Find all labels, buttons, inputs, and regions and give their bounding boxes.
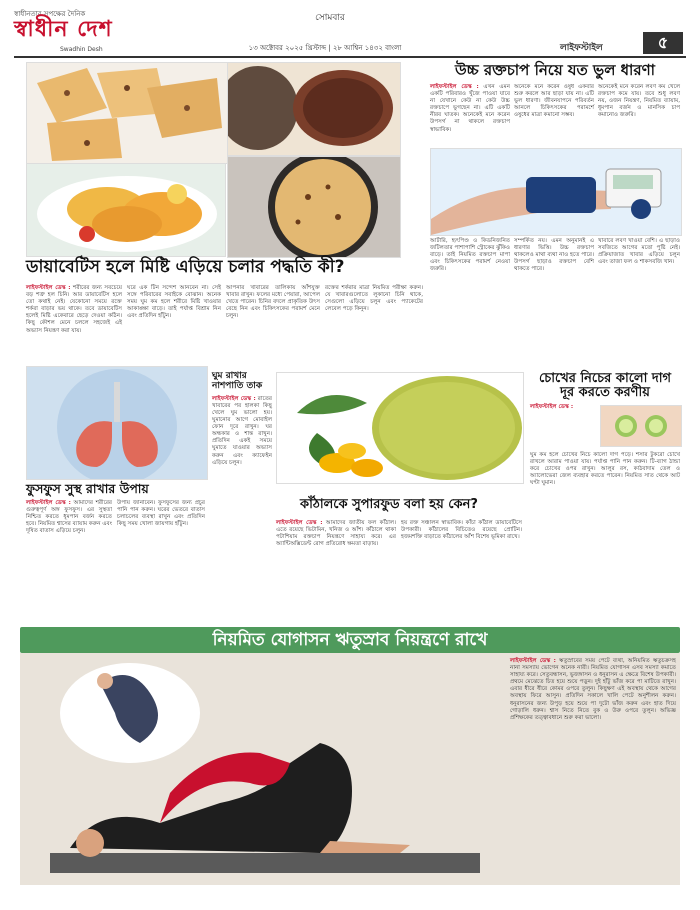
eyes-byline: লাইফস্টাইল ডেস্ক : (530, 404, 574, 410)
yoga-banner[interactable]: নিয়মিত যোগাসন ঋতুস্রাব নিয়ন্ত্রণে রাখে (20, 627, 680, 653)
pancakes-photo (26, 163, 226, 257)
bp-byline: লাইফস্টাইল ডেস্ক : (430, 84, 479, 90)
chocolate-cake-illustration (228, 63, 400, 155)
jackfruit-byline: লাইফস্টাইল ডেস্ক : (276, 520, 323, 526)
diabetes-headline[interactable]: ডায়াবেটিস হলে মিষ্টি এড়িয়ে চলার পদ্ধতি কী? (26, 257, 345, 277)
bp-col1 (430, 84, 510, 134)
issue-day: সোমবার (315, 13, 345, 23)
bp-monitor-photo (430, 148, 682, 236)
section-title: লাইফস্টাইল (560, 43, 603, 53)
sleep-body (212, 396, 272, 467)
chocolate-cake-photo (227, 62, 401, 156)
sleep-article (212, 372, 272, 622)
jackfruit-col1-text: আমাদের জাতীয় ফল কাঁঠাল। এতে রয়েছে ভিটামিন, খনিজ ও আঁশ। কাঁঠালে থাকা পটাশিয়াম রক্তচাপ নিয়ন্ত্রণে সাহায্য করে। এর অ্যান্টিঅক্সিডেন্ট রোগ প্রতিরোধ ক্ষমতা বাড়ায়। (276, 520, 396, 548)
bp-monitor-illustration (431, 149, 681, 235)
eyes-col1 (530, 404, 596, 411)
lungs-illustration (27, 367, 207, 479)
bp-lower1: আর্টারি, হৃৎপিণ্ড ও কিডনিজনিত জটিলতার পাশাপাশি স্ট্রোকের ঝুঁকিও বাড়ে। তাই নিয়মিত রক্তচাপ মাপা এবং চিকিৎসকের পরামর্শ নেওয়া জরুরি। (430, 238, 510, 273)
lungs-col1-text: আমাদের শরীরের গুরুত্বপূর্ণ অঙ্গ ফুসফুস। এর সুস্থতা নিশ্চিত করতে ধূমপান বর্জন করতে হবে। নিয়মিত শ্বাসের ব্যায়াম করুন এবং দূষিত বাতাস এড়িয়ে চলুন। (26, 500, 113, 535)
jackfruit-headline[interactable]: কাঁঠালকে সুপারফুড বলা হয় কেন? (300, 497, 478, 512)
diabetes-byline: লাইফস্টাইল ডেস্ক : (26, 285, 71, 291)
lungs-col1 (26, 500, 112, 535)
bp-lower3: খাবারে লবণ খাওয়া বেশি। এ ছাড়াও সবজিতে আগের মতো পুষ্টি নেই। প্রক্রিয়াজাত খাবার এড়িয়ে চলুন এবং তাজা ফল ও শাকসবজি খান। (598, 238, 680, 266)
diabetes-col3: আপনার খাবারের তালিকায় আঁশযুক্ত খাবার রাখুন। ফলের মধ্যে পেয়ারা, আপেল খেতে পারেন। চিনির বদলে প্রাকৃতিক উৎস বেছে নিন এবং চিকিৎসকের পরামর্শ মেনে চলুন। (226, 285, 320, 320)
jackfruit-photo (276, 372, 524, 484)
diabetes-col2: ঘরে এক টিন সন্দেশ আনবেন না। সেই সঙ্গে পরিবারের সবাইকে বোঝান। অনেক সময় ঘুম কম হলে শরীরে মিষ্টি খাওয়ার আকাঙ্ক্ষা বাড়ে। তাই পর্যাপ্ত বিশ্রাম নিন এবং প্রতিদিন হাঁটুন। (127, 285, 221, 320)
diabetes-col1 (26, 285, 122, 335)
pancakes-illustration (27, 164, 225, 256)
sleep-byline: লাইফস্টাইল ডেস্ক : (212, 395, 256, 402)
lungs-byline: লাইফস্টাইল ডেস্ক : (26, 500, 71, 506)
jackfruit-illustration (277, 373, 523, 483)
diabetes-col1-text: শরীরের জন্য সবচেয়ে বড় শত্রু হল চিনি। আর ডায়াবেটিস হলে তো কথাই নেই। যেকোনো সময়ে রক্তে শর্করা বাড়ার ভয় থাকে। তবে ডায়াবেটিস হলেই মিষ্টি একেবারে ছেড়ে দেওয়া কঠিন। কিছু কৌশল মেনে চললে সহজেই এই অভ্যাস নিয়ন্ত্রণ করা যায়। (26, 285, 123, 334)
diabetes-col4: রক্তের শর্করার মাত্রা নিয়মিত পরীক্ষা করুন। যে খাবারগুলোতে লুকানো চিনি থাকে, সেগুলো এড়িয়ে চলুন এবং প্যাকেটের লেবেল পড়ে কিনুন। (325, 285, 423, 313)
newspaper-logo[interactable]: স্বাধীন দেশ (14, 16, 113, 42)
eyes-headline[interactable]: চোখের নিচের কালো দাগ দূর করতে করণীয় (538, 371, 672, 401)
sleep-body-text: রাতের খাবারের পর হালকা কিছু খেলে ঘুম ভালো হয়। ঘুমানোর আগে মোবাইল ফোন দূরে রাখুন। ঘর অন্ধকার ও শান্ত রাখুন। প্রতিদিন একই সময়ে ঘুমাতে যাওয়ার অভ্যাস করুন এবং ক্যাফেইন এড়িয়ে চলুন। (212, 395, 272, 466)
crepes-illustration (27, 63, 227, 163)
crepes-photo (26, 62, 228, 164)
cucumber-eyes-illustration (601, 406, 681, 446)
jackfruit-col1 (276, 520, 396, 548)
bp-headline[interactable]: উচ্চ রক্তচাপ নিয়ে যত ভুল ধারণা (454, 61, 656, 79)
eyes-body: ঘুম কম হলে চোখের নিচে কালো দাগ পড়ে। শসার টুকরো চোখে রাখলে আরাম পাওয়া যায়। পর্যাপ্ত পানি পান করুন। টি-ব্যাগ ঠান্ডা করে চোখের ওপর রাখুন। আলুর রস, কাঠবাদাম তেল ও অ্যালোভেরা জেল ব্যবহার করতে পারেন। নিয়মিত সাত থেকে আট ঘণ্টা ঘুমান। (530, 452, 680, 487)
lungs-col2: উপায় জানাবেন। ফুসফুসের জন্য প্রচুর পানি পান করুন। ঘরের ভেতরে বাতাস চলাচলের ব্যবস্থা রাখুন এবং প্রতিদিন কিছু সময় খোলা জায়গায় হাঁটুন। (117, 500, 205, 528)
cucumber-eyes-photo (600, 405, 682, 447)
masthead-tagline: স্বাধীনতার সপক্ষের দৈনিক (14, 10, 86, 18)
bp-col3: অনেকেই মনে করেন লবণ কম খেলে রক্তচাপ কমে যায়। তবে শুধু লবণ নয়, ওজন নিয়ন্ত্রণ, নিয়মিত ব্যায়াম, ধূমপান বর্জন ও মানসিক চাপ কমানোও জরুরি। (598, 84, 680, 119)
newspaper-logo-sub: Swadhin Desh (60, 46, 103, 53)
issue-date: ১৩ অক্টোবর ২০২৫ খ্রিস্টাব্দ | ২৮ আশ্বিন ১৪৩২ বাংলা (248, 44, 402, 52)
bp-lower2: সম্পর্কিত নয়। এমন অনুমানই এ ধারণার ভিত্তি। উচ্চ রক্তচাপ থাকলেও মাথা ব্যথা নাও হতে পারে। উপসর্গ ছাড়াও রক্তচাপ বেশি থাকতে পারে। (514, 238, 594, 273)
lungs-photo (26, 366, 208, 480)
masthead (0, 0, 700, 58)
yoga-photo (20, 653, 500, 885)
cookie-skillet-photo (227, 156, 401, 258)
lungs-headline[interactable]: ফুসফুস সুস্থ রাখার উপায় (26, 481, 149, 496)
bp-col1-text: এখন এমন একটি পরিবারও খুঁজে পাওয়া যাবে না যেখানে কেউ না কেউ উচ্চ রক্তচাপে ভুগছেন না। এটি একটি নীরব ঘাতক। অনেকেই মনে করেন উপসর্গ না থাকলে রক্তচাপ স্বাভাবিক। (430, 84, 511, 133)
cookie-skillet-illustration (228, 157, 400, 257)
jackfruit-col2: হয় রক্ত সঞ্চালন স্বাভাবিক। কাঁচা কাঁঠাল ডায়াবেটিসে উপকারী। কাঁঠালের বিচিতেও রয়েছে প্রোটিন। হজমশক্তি বাড়াতে কাঁঠালের আঁশ বিশেষ ভূমিকা রাখে। (401, 520, 522, 541)
page-number: ৫ (643, 32, 683, 54)
bp-col2: অনেকে মনে করেন ওষুধ একবার শুরু করলে আর ছাড়া যায় না। এটি ভুল ধারণা। জীবনযাপনে পরিবর্তন আনলে চিকিৎসকের পরামর্শে ওষুধের মাত্রা কমানো সম্ভব। (514, 84, 594, 119)
masthead-rule (14, 56, 686, 58)
sleep-headline[interactable]: ঘুম রাখার নাশপাতি তাক (212, 371, 263, 391)
yoga-body (510, 658, 676, 722)
yoga-byline: লাইফস্টাইল ডেস্ক : (510, 658, 556, 664)
yoga-body-text: ঋতুস্রাবের সময় পেটে ব্যথা, অনিয়মিত ঋতুচক্রসহ নানা সমস্যায় ভোগেন অনেক নারী। নিয়মিত যোগাসন এসব সমস্যা কমাতে সাহায্য করে। সেতুবন্ধাসন, ভুজঙ্গাসন ও ধনুরাসন এ ক্ষেত্রে বিশেষ উপকারী। প্রথমে মেঝেতে চিত হয়ে শুয়ে পড়ুন। দুই হাঁটু ভাঁজ করে পা মাটিতে রাখুন। এবার ধীরে ধীরে কোমর ওপরে তুলুন। কিছুক্ষণ এই অবস্থায় থেকে আগের অবস্থায় ফিরে আসুন। প্রতিদিন সকালে খালি পেটে অনুশীলন করুন। ধনুরাসনের জন্য উপুড় হয়ে শুয়ে পা দুটো ভাঁজ করুন এবং হাত দিয়ে গোড়ালি ধরুন। শ্বাস নিতে নিতে বুক ও উরু ওপরে তুলুন। অভিজ্ঞ প্রশিক্ষকের তত্ত্বাবধানে শুরু করা ভালো। (510, 658, 677, 721)
